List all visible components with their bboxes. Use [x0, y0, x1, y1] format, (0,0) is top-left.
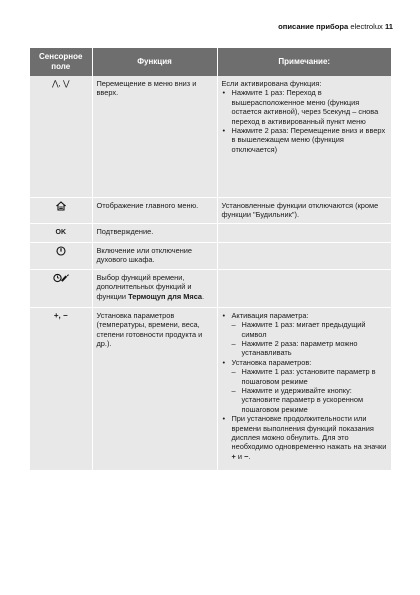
symbol-cell [30, 269, 92, 307]
table-row [30, 224, 391, 242]
function-cell: Включение или отключение духового шкафа. [92, 242, 217, 269]
column-header-sensor-field: Сенсорное поле [30, 48, 92, 76]
list-item: • Нажмите 1 раз: Переход в вышерасположенное меню (функция остается активной), через 5секунд – снова переход в активированный пункт меню [222, 88, 388, 126]
page-number: 11 [384, 22, 393, 31]
symbol-cell [30, 307, 92, 470]
symbol-cell [30, 197, 92, 224]
list-item [222, 311, 388, 358]
sub-list [232, 320, 388, 358]
function-cell: Установка параметров (температуры, времени, веса, степени готовности продукта и др.). [92, 307, 217, 470]
sub-list [232, 367, 388, 414]
list-item: • Нажмите 2 раза: Перемещение вниз и вверх в вышележащем меню (функция отключается) [222, 126, 388, 154]
note-cell [217, 242, 391, 269]
symbol-cell [30, 224, 92, 242]
plus-symbol: + [231, 451, 236, 461]
function-cell: Отображение главного меню. [92, 197, 217, 224]
function-text-bold: Термощуп для Мяса [128, 291, 203, 301]
symbol-cell [30, 242, 92, 269]
column-header-note: Примечание: [217, 48, 391, 76]
clock-probe-icon [53, 273, 69, 282]
period-text: . [248, 451, 251, 461]
controls-table [30, 48, 391, 471]
list-item [222, 358, 388, 414]
function-cell [92, 269, 217, 307]
table-row [30, 197, 391, 224]
note-cell [217, 269, 391, 307]
table-row [30, 307, 391, 470]
and-text: и [237, 451, 243, 461]
power-icon [56, 246, 66, 255]
page-header [278, 22, 393, 31]
function-cell: Перемещение в меню вниз и вверх. [92, 76, 217, 197]
table-row [30, 269, 391, 307]
note-intro: Если активирована функция: [221, 79, 322, 88]
note-list [222, 88, 388, 154]
note-cell [217, 307, 391, 470]
list-item: – Нажмите и удерживайте кнопку: установите параметр в ускоренном пошаговом режиме [232, 386, 388, 414]
function-text: Выбор функций времени, дополнительных функций и функции [96, 272, 192, 301]
plus-minus-symbol: +, − [53, 310, 68, 320]
home-icon [56, 201, 66, 210]
table-row [30, 242, 391, 269]
note-subtitle: Активация параметра: [231, 310, 309, 320]
list-item [222, 414, 388, 461]
note-subtitle: Установка параметров: [231, 357, 312, 367]
function-cell: Подтверждение. [92, 224, 217, 242]
up-down-arrows-symbol: ⋀, ⋁ [51, 79, 70, 88]
column-header-function: Функция [92, 48, 217, 76]
note-cell: Установленные функции отключаются (кроме функции "Будильник"). [217, 197, 391, 224]
list-item: – Нажмите 1 раз: мигает предыдущий символ [232, 320, 388, 339]
table-row [30, 76, 391, 197]
ok-symbol: OK [55, 229, 66, 237]
list-item: – Нажмите 1 раз: установите параметр в пошаговом режиме [232, 367, 388, 386]
list-item: – Нажмите 2 раза: параметр можно устанавливать [232, 339, 388, 358]
symbol-cell [30, 76, 92, 197]
note-cell [217, 224, 391, 242]
note-text: При установке продолжительности или времени выполнения функций показания дисплея можно обнулить. Для это необходимо одновременно нажать на значки [231, 414, 387, 452]
brand-name: electrolux [350, 22, 383, 31]
table-header-row [30, 48, 391, 76]
note-cell [217, 76, 391, 197]
minus-symbol: − [244, 451, 249, 461]
note-list [222, 311, 388, 462]
function-text-end: . [202, 291, 205, 301]
section-title: описание прибора [278, 22, 349, 31]
